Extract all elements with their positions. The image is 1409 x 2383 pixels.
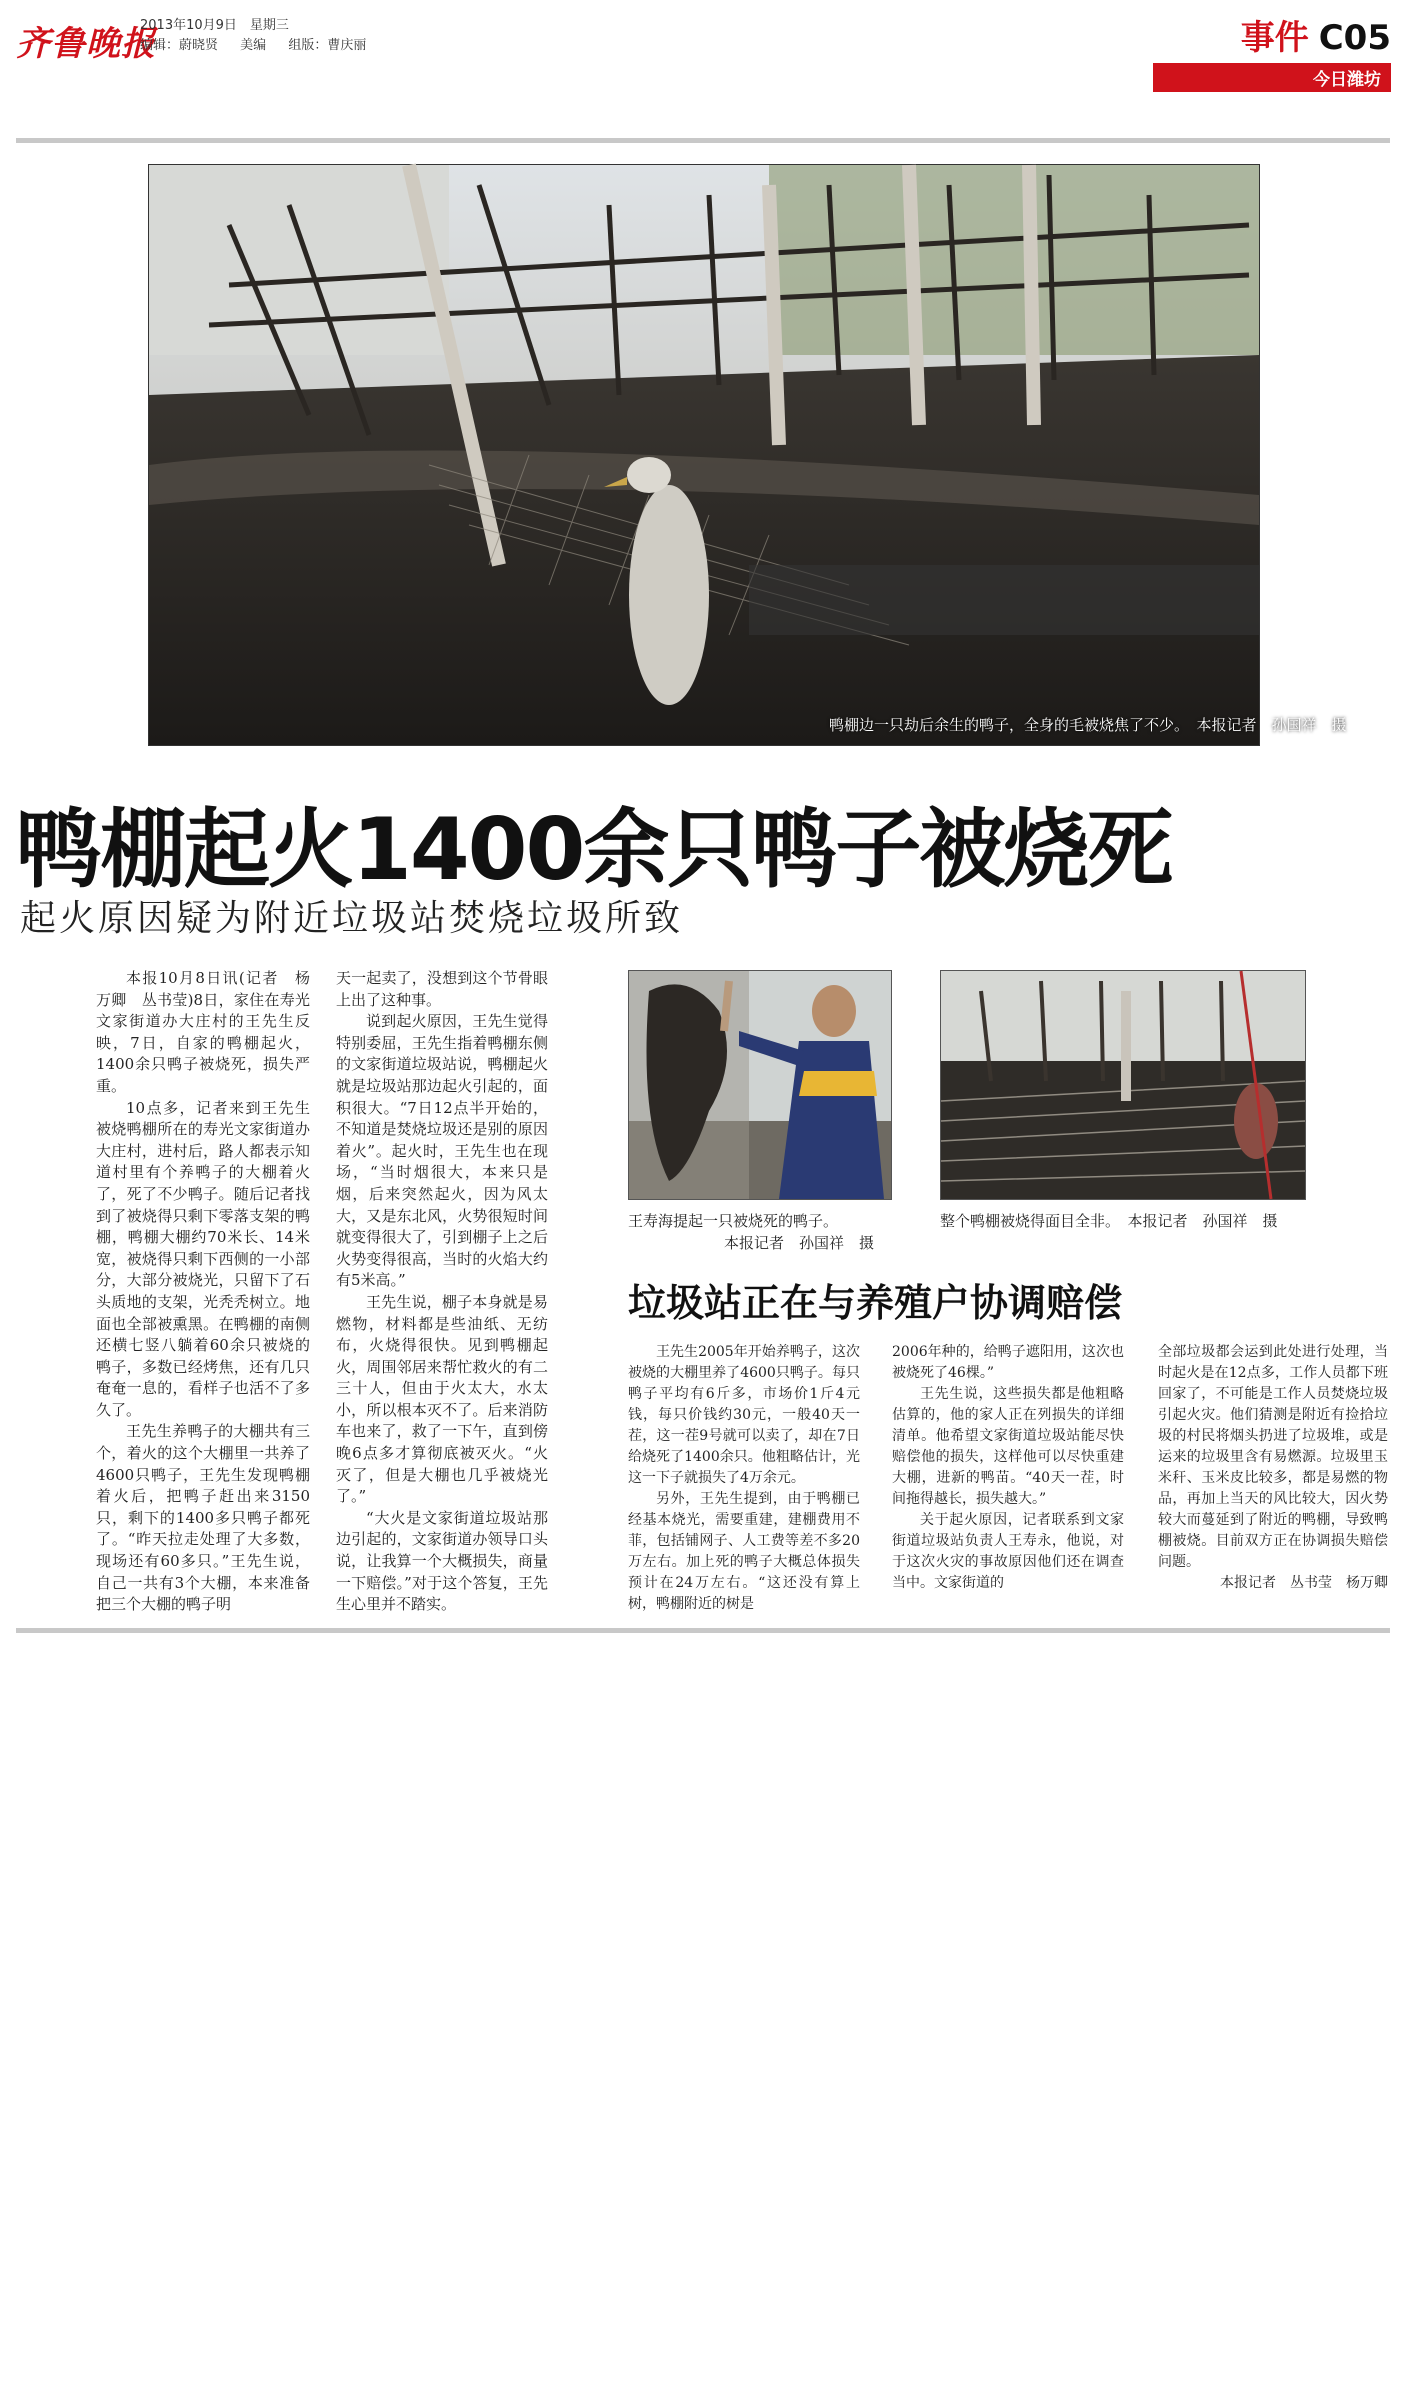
- paragraph: “大火是文家街道垃圾站那边引起的，文家街道办领导口头说，让我算一个大概损失，商量一下赔偿。”对于这个答复，王先生心里并不踏实。: [336, 1508, 548, 1614]
- paragraph: 另外，王先生提到，由于鸭棚已经基本烧光，需要重建，建棚费用不菲，包括铺网子、人工费等差不多20万左右。加上死的鸭子大概总体损失预计在24万左右。“这还没有算上树，鸭棚附近的树是: [628, 1491, 860, 1612]
- designer-credit: 美编: [240, 38, 267, 53]
- paragraph: 王先生说，这些损失都是他粗略估算的，他的家人正在列损失的详细清单。他希望文家街道垃圾站能尽快赔偿他的损失，这样他可以尽快重建大棚，进新的鸭苗。“40天一茬，时间拖得越长，损失越大。”: [892, 1386, 1124, 1507]
- paragraph: 全部垃圾都会运到此处进行处理，当时起火是在12点多，工作人员都下班回家了，不可能是工作人员焚烧垃圾引起火灾。他们猜测是附近有捡拾垃圾的村民将烟头扔进了垃圾堆，或是运来的垃圾里含有易燃源。垃圾里玉米秆、玉米皮比较多，都是易燃的物品，再加上当天的风比较大，因火势较大而蔓延到了附近的鸭棚，导致鸭棚被烧。目前双方正在协调损失赔偿问题。: [1158, 1344, 1388, 1570]
- edition-label: 今日潍坊: [1153, 63, 1391, 92]
- section-title: [1153, 10, 1391, 59]
- photo2-caption-line1: 王寿海提起一只被烧死的鸭子。: [628, 1212, 839, 1230]
- man-holding-burned-duck-image: [629, 971, 891, 1199]
- paragraph: 10点多，记者来到王先生被烧鸭棚所在的寿光文家街道办大庄村，进村后，路人都表示知道村里有个养鸭子的大棚着火了，死了不少鸭子。随后记者找到了被烧得只剩下零落支架的鸭棚，鸭棚大棚约70米长、14米宽，被烧得只剩下西侧的一小部分，大部分被烧光，只留下了石头质地的支架，光秃秃树立。地面也全部被熏黑。在鸭棚的南侧还横七竖八躺着60余只被烧的鸭子，多数已经烤焦，还有几只奄奄一息的，看样子也活不了多久了。: [96, 1098, 310, 1419]
- issue-date: 2013年10月9日 星期三: [140, 18, 289, 33]
- layout-credit: 组版：曹庆丽: [288, 38, 367, 53]
- top-divider: [16, 138, 1390, 143]
- page-number: C05: [1318, 18, 1391, 58]
- burned-shed-overview-image: [941, 971, 1305, 1199]
- article-column-1: [96, 968, 310, 1616]
- photo-man-holding-duck: [628, 970, 892, 1200]
- paragraph: 2006年种的，给鸭子遮阳用，这次也被烧死了46棵。”: [892, 1344, 1124, 1381]
- paragraph: 关于起火原因，记者联系到文家街道垃圾站负责人王寿永，他说，对于这次火灾的事故原因他们还在调查当中。文家街道的: [892, 1512, 1124, 1591]
- paragraph: 天一起卖了，没想到这个节骨眼上出了这种事。: [336, 969, 548, 1009]
- article-column-5: [1158, 1342, 1388, 1594]
- bottom-divider: [16, 1628, 1390, 1633]
- masthead-logo: 齐鲁晚报: [16, 24, 156, 64]
- article-column-3: [628, 1342, 860, 1615]
- paragraph: 王先生2005年开始养鸭子，这次被烧的大棚里养了4600只鸭子。每只鸭子平均有6斤多，市场价1斤4元钱，每只价钱约30元，一般40天一茬，这一茬9号就可以卖了，却在7日给烧死了1400余只。他粗略估计，光这一下子就损失了4万余元。: [628, 1344, 860, 1486]
- burned-duck-shed-photo: [149, 165, 1259, 745]
- section-subheadline: 垃圾站正在与养殖户协调赔偿: [628, 1281, 1123, 1325]
- main-photo: [148, 164, 1347, 746]
- paragraph: 说到起火原因，王先生觉得特别委屈，王先生指着鸭棚东侧的文家街道垃圾站说，鸭棚起火就是垃圾站那边起火引起的，面积很大。“7日12点半开始的，不知道是焚烧垃圾还是别的原因着火”。起火时，王先生也在现场，“当时烟很大，本来只是烟，后来突然起火，因为风太大，又是东北风，火势很短时间就变得很大了，引到棚子上之后火势变得很高，当时的火焰大约有5米高。”: [336, 1012, 548, 1290]
- section-name: 事件: [1240, 18, 1309, 58]
- paragraph: 王先生说，棚子本身就是易燃物，材料都是些油纸、无纺布，火烧得很快。见到鸭棚起火，周围邻居来帮忙救火的有二三十人，但由于火太大，水太小，所以根本灭不了。后来消防车也来了，救了一下午，直到傍晚6点多才算彻底被灭火。“火灭了，但是大棚也几乎被烧光了。”: [336, 1292, 548, 1506]
- subheadline: 起火原因疑为附近垃圾站焚烧垃圾所致: [20, 898, 684, 939]
- section-header: [1153, 10, 1391, 92]
- paragraph: 王先生养鸭子的大棚共有三个，着火的这个大棚里一共养了4600只鸭子，王先生发现鸭棚着火后，把鸭子赶出来3150只，剩下的1400多只鸭子都死了。“昨天拉走处理了大多数，现场还有60多只。”王先生说，自己一共有3个大棚，本来准备把三个大棚的鸭子明: [96, 1422, 310, 1614]
- photo2-credit: 本报记者 孙国祥 摄: [724, 1234, 875, 1252]
- photo2-caption: [628, 1210, 928, 1254]
- byline: 本报记者 丛书莹 杨万卿: [1220, 1575, 1388, 1591]
- paragraph: 本报10月8日讯(记者 杨万卿 丛书莹)8日，家住在寿光文家街道办大庄村的王先生反映，7日，自家的鸭棚起火，1400余只鸭子被烧死，损失严重。: [96, 969, 310, 1095]
- main-photo-caption: 鸭棚边一只劫后余生的鸭子，全身的毛被烧焦了不少。 本报记者 孙国祥 摄: [829, 716, 1347, 734]
- article-column-4: [892, 1342, 1124, 1594]
- photo3-caption: 整个鸭棚被烧得面目全非。 本报记者 孙国祥 摄: [940, 1212, 1278, 1230]
- editor-credit: 编辑：蔚晓贤: [140, 38, 219, 53]
- article-column-2: [336, 968, 548, 1616]
- photo-burned-shed: [940, 970, 1306, 1200]
- issue-meta: [140, 16, 384, 56]
- staff-credits: [140, 36, 384, 56]
- headline: 鸭棚起火1400余只鸭子被烧死: [16, 800, 1172, 900]
